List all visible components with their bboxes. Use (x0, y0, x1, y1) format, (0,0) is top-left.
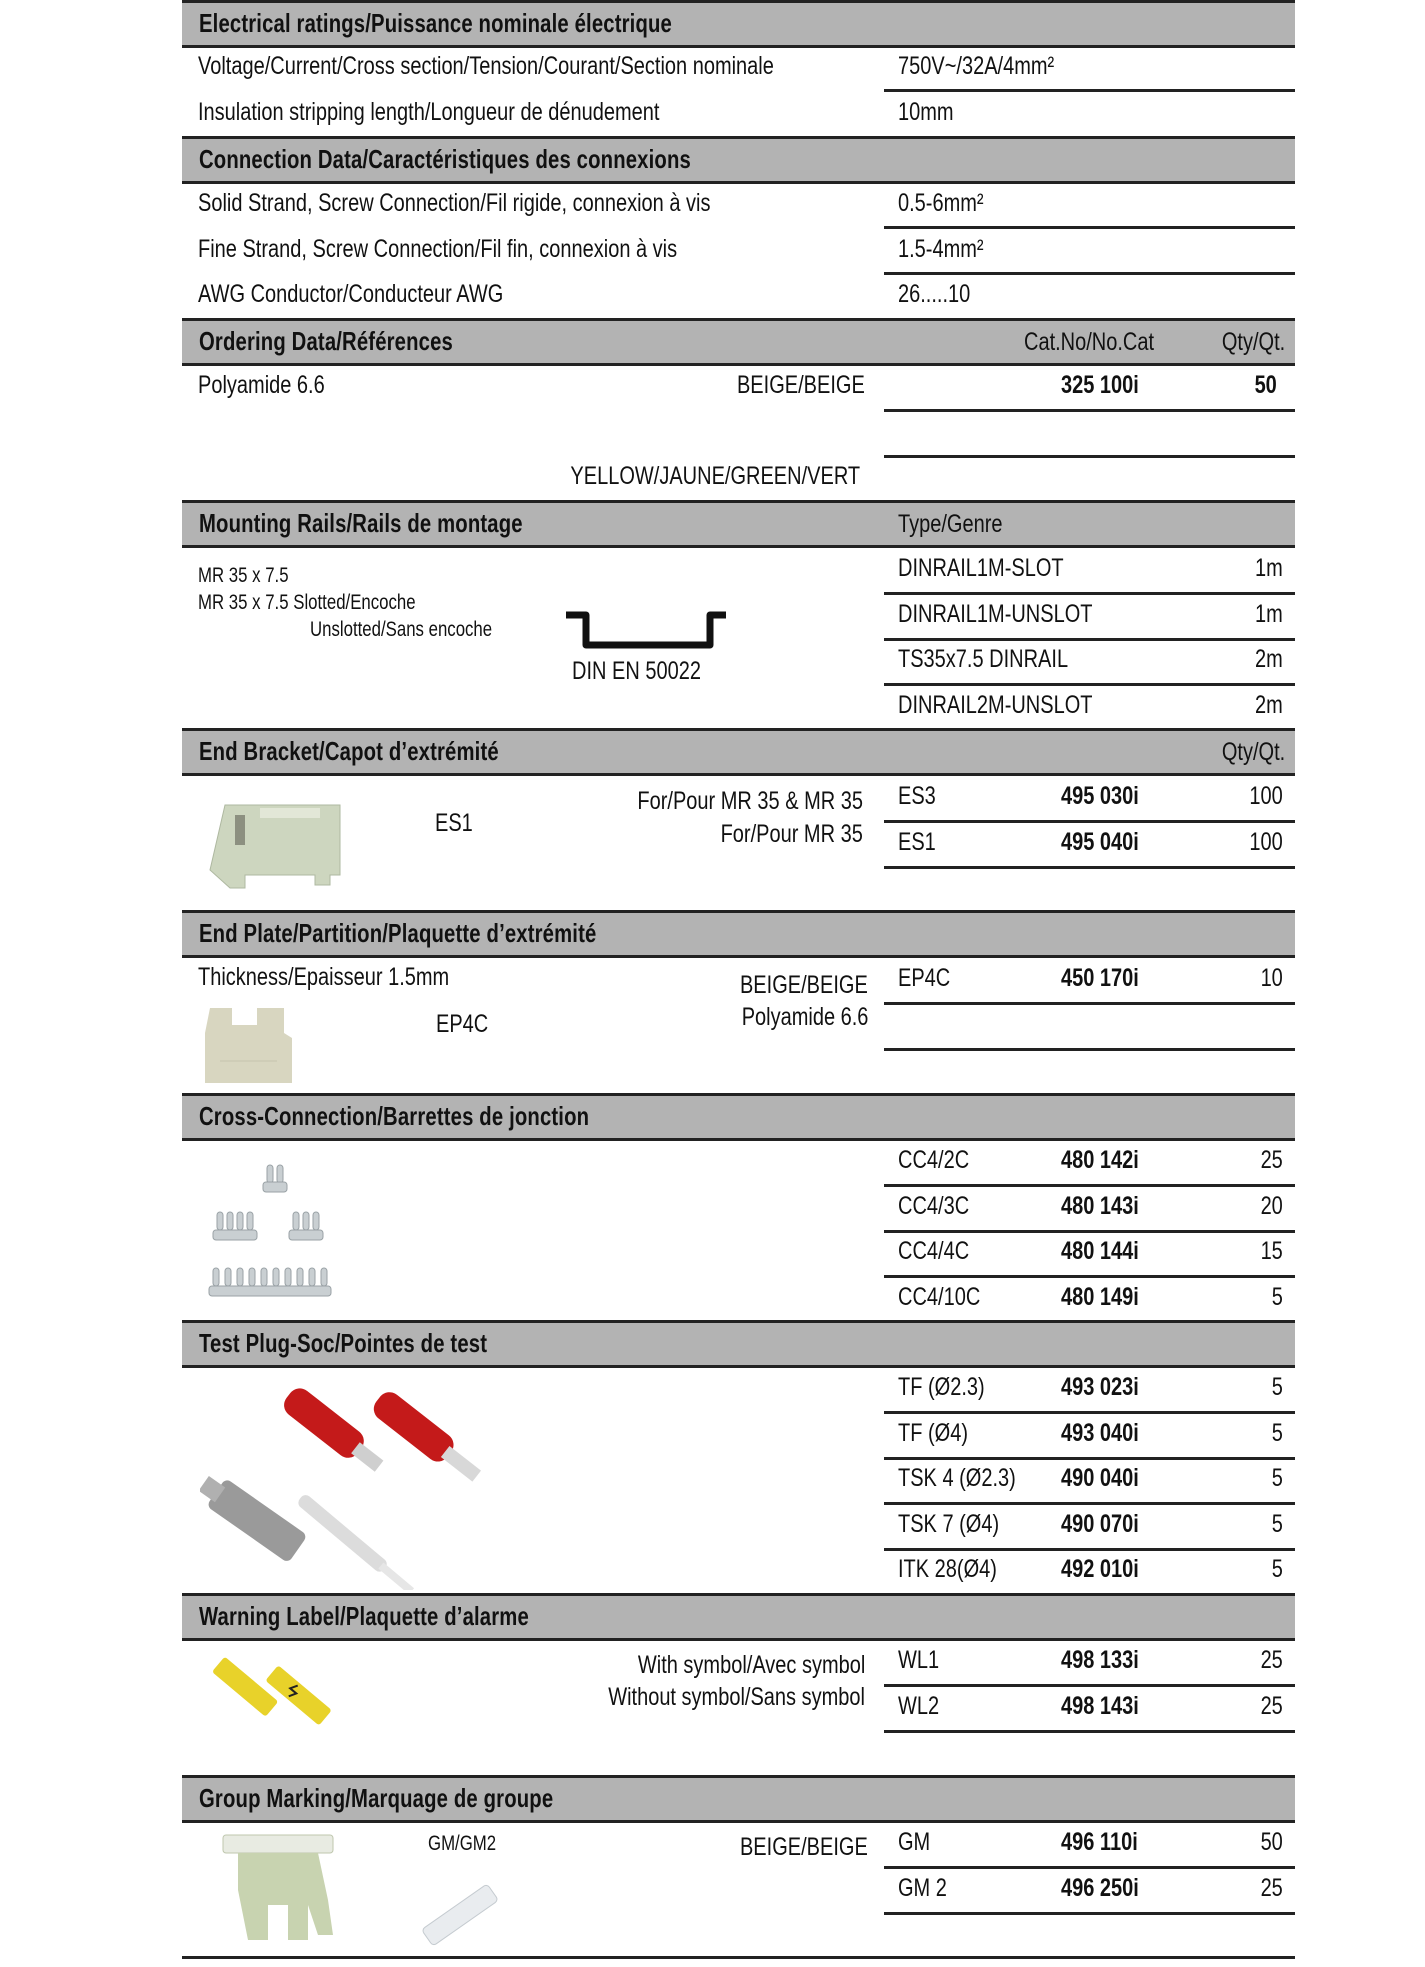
table-row (884, 821, 1295, 869)
qty-cell: 20 (1260, 1191, 1283, 1220)
section-title: End Bracket/Capot d’extrémité (199, 736, 499, 766)
cat-cell: 498 133i (1061, 1646, 1139, 1674)
table-row (884, 1548, 1295, 1593)
spec-value: 10mm (898, 98, 954, 126)
section-header-warning-label (182, 1593, 1295, 1641)
spec-label: Solid Strand, Screw Connection/Fil rigide, connexion à vis (198, 189, 711, 217)
cat-cell: 490 070i (1061, 1509, 1139, 1538)
cat-cell: 495 030i (1061, 782, 1139, 810)
type-cell: ES1 (898, 827, 936, 856)
group-marking-product-image (208, 1830, 348, 1950)
row-divider (884, 455, 1295, 458)
section-header-end-plate (182, 910, 1295, 958)
cat-cell: 480 143i (1061, 1191, 1139, 1220)
test-plug-table (884, 1366, 1295, 1594)
product-image-label: EP4C (436, 1010, 489, 1038)
row-divider (884, 409, 1295, 412)
cat-cell: 480 149i (1061, 1282, 1139, 1311)
group-marking-table (884, 1821, 1295, 1961)
bottom-rule (182, 1956, 1295, 1959)
end-plate-table (884, 957, 1295, 1052)
warning-label-table (884, 1639, 1295, 1734)
spec-value: 0.5-6mm² (898, 189, 984, 217)
table-row (884, 638, 1295, 686)
cat-cell: 450 170i (1061, 964, 1139, 992)
spec-label: AWG Conductor/Conducteur AWG (198, 280, 504, 308)
section-title: Connection Data/Caractéristiques des connexions (199, 144, 691, 174)
test-plug-product-image (200, 1380, 540, 1590)
column-header-qty: Qty/Qt. (1221, 738, 1285, 766)
qty-cell: 25 (1260, 1146, 1283, 1174)
cat-cell: 495 040i (1061, 827, 1139, 856)
qty-cell: 25 (1260, 1691, 1283, 1720)
type-cell: DINRAIL2M-UNSLOT (898, 690, 1093, 719)
section-header-electrical (182, 0, 1295, 48)
cat-cell: 492 010i (1061, 1555, 1139, 1583)
table-row (884, 957, 1295, 1005)
spec-label: Insulation stripping length/Longueur de dénudement (198, 98, 660, 126)
qty-cell: 5 (1271, 1555, 1283, 1583)
type-cell: TF (Ø4) (898, 1418, 968, 1447)
type-cell: TF (Ø2.3) (898, 1373, 985, 1401)
section-title: Ordering Data/Références (199, 326, 453, 356)
section-header-group-marking (182, 1775, 1295, 1823)
type-cell: TS35x7.5 DINRAIL (898, 645, 1069, 673)
table-row (884, 1867, 1295, 1915)
qty-cell: 1m (1255, 599, 1283, 628)
section-header-mounting (182, 500, 1295, 548)
rail-standard: DIN EN 50022 (572, 657, 701, 685)
qty-cell: 25 (1260, 1646, 1283, 1674)
column-header-type: Type/Genre (898, 510, 1003, 538)
type-cell: EP4C (898, 964, 951, 992)
table-row (884, 1185, 1295, 1233)
cross-connection-table (884, 1139, 1295, 1321)
table-row (884, 1503, 1295, 1551)
qty-cell: 5 (1271, 1418, 1283, 1447)
section-header-cross-connection (182, 1093, 1295, 1141)
cat-cell: 496 110i (1061, 1828, 1138, 1856)
cat-cell: 490 040i (1061, 1464, 1139, 1492)
section-title: Warning Label/Plaquette d’alarme (199, 1601, 529, 1631)
thickness-label: Thickness/Epaisseur 1.5mm (198, 963, 450, 991)
table-row (884, 1457, 1295, 1505)
qty-cell: 5 (1271, 1282, 1283, 1311)
row-divider (884, 272, 1295, 275)
qty-cell: 5 (1271, 1373, 1283, 1401)
table-row (884, 593, 1295, 641)
table-row (884, 1230, 1295, 1278)
qty-value: 50 (1254, 371, 1277, 399)
section-header-ordering (182, 318, 1295, 366)
color-label: BEIGE/BEIGE (737, 371, 865, 399)
table-row (884, 1276, 1295, 1321)
type-cell: CC4/2C (898, 1146, 970, 1174)
table-row (884, 1639, 1295, 1687)
din-rail-profile-icon (560, 605, 730, 665)
rail-desc: MR 35 x 7.5 Slotted/Encoche (198, 591, 416, 614)
cross-connection-product-image (205, 1160, 365, 1310)
color-label: YELLOW/JAUNE/GREEN/VERT (570, 462, 860, 490)
cat-cell: 493 023i (1061, 1373, 1139, 1401)
type-cell: DINRAIL1M-SLOT (898, 554, 1064, 582)
section-title: Cross-Connection/Barrettes de jonction (199, 1101, 590, 1131)
row-divider (884, 226, 1295, 229)
warning-label-product-image (205, 1645, 345, 1755)
table-row (884, 1366, 1295, 1414)
table-row (884, 1139, 1295, 1187)
mounting-table (884, 547, 1295, 729)
section-title: End Plate/Partition/Plaquette d’extrémité (199, 918, 597, 948)
table-row (884, 547, 1295, 595)
qty-cell: 2m (1255, 645, 1283, 673)
spec-label: Voltage/Current/Cross section/Tension/Courant/Section nominale (198, 52, 774, 80)
qty-cell: 10 (1260, 964, 1283, 992)
qty-cell: 1m (1255, 554, 1283, 582)
section-title: Test Plug-Soc/Pointes de test (199, 1328, 488, 1358)
section-title: Mounting Rails/Rails de montage (199, 508, 523, 538)
section-title: Electrical ratings/Puissance nominale électrique (199, 8, 672, 38)
color-label: BEIGE/BEIGE (740, 971, 868, 999)
qty-cell: 100 (1249, 782, 1283, 810)
qty-cell: 5 (1271, 1464, 1283, 1492)
type-cell: GM (898, 1828, 931, 1856)
section-header-end-bracket (182, 728, 1295, 776)
type-cell: DINRAIL1M-UNSLOT (898, 599, 1093, 628)
group-marker-insert-image (415, 1880, 505, 1950)
type-cell: CC4/3C (898, 1191, 970, 1220)
material-label: Polyamide 6.6 (198, 371, 325, 399)
material-label: Polyamide 6.6 (741, 1003, 868, 1031)
bracket-note: For/Pour MR 35 & MR 35 (637, 787, 863, 815)
type-cell: TSK 7 (Ø4) (898, 1509, 1000, 1538)
color-label: BEIGE/BEIGE (740, 1833, 868, 1861)
table-row (884, 1685, 1295, 1733)
cat-cell: 480 142i (1061, 1146, 1139, 1174)
row-divider (884, 89, 1295, 92)
section-title: Group Marking/Marquage de groupe (199, 1783, 554, 1813)
qty-cell: 100 (1249, 827, 1283, 856)
type-cell: CC4/10C (898, 1282, 981, 1311)
type-cell: GM 2 (898, 1873, 947, 1902)
cat-cell: 498 143i (1061, 1691, 1139, 1720)
cat-cell: 496 250i (1061, 1873, 1139, 1902)
bracket-note: For/Pour MR 35 (720, 820, 863, 848)
table-row (884, 1821, 1295, 1869)
product-image-label: GM/GM2 (428, 1832, 497, 1855)
spec-label: Fine Strand, Screw Connection/Fil fin, connexion à vis (198, 235, 678, 263)
end-bracket-table (884, 775, 1295, 870)
type-cell: WL2 (898, 1691, 940, 1720)
type-cell: TSK 4 (Ø2.3) (898, 1464, 1016, 1492)
spec-value: 750V~/32A/4mm² (898, 52, 1055, 80)
cat-cell: 480 144i (1061, 1237, 1139, 1265)
table-row (884, 775, 1295, 823)
qty-cell: 15 (1260, 1237, 1283, 1265)
table-row (884, 1412, 1295, 1460)
section-header-test-plug (182, 1320, 1295, 1368)
product-image-label: ES1 (435, 809, 473, 837)
type-cell: WL1 (898, 1646, 940, 1674)
cat-number: 325 100i (1061, 371, 1139, 399)
qty-cell: 5 (1271, 1509, 1283, 1538)
rail-desc: Unslotted/Sans encoche (310, 618, 493, 641)
rail-desc: MR 35 x 7.5 (198, 564, 289, 587)
column-header-cat-no: Cat.No/No.Cat (1024, 328, 1155, 356)
spec-value: 1.5-4mm² (898, 235, 984, 263)
warning-note: With symbol/Avec symbol (637, 1651, 865, 1679)
cat-cell: 493 040i (1061, 1418, 1139, 1447)
table-row (884, 684, 1295, 729)
qty-cell: 2m (1255, 690, 1283, 719)
end-bracket-product-image (205, 800, 350, 890)
spec-value: 26.....10 (898, 280, 971, 308)
type-cell: CC4/4C (898, 1237, 970, 1265)
type-cell: ITK 28(Ø4) (898, 1555, 997, 1583)
end-plate-product-image (202, 1003, 297, 1083)
qty-cell: 50 (1260, 1828, 1283, 1856)
warning-note: Without symbol/Sans symbol (608, 1683, 865, 1711)
type-cell: ES3 (898, 782, 936, 810)
section-header-connection (182, 136, 1295, 184)
column-header-qty: Qty/Qt. (1221, 328, 1285, 356)
table-row (884, 1003, 1295, 1051)
qty-cell: 25 (1260, 1873, 1283, 1902)
